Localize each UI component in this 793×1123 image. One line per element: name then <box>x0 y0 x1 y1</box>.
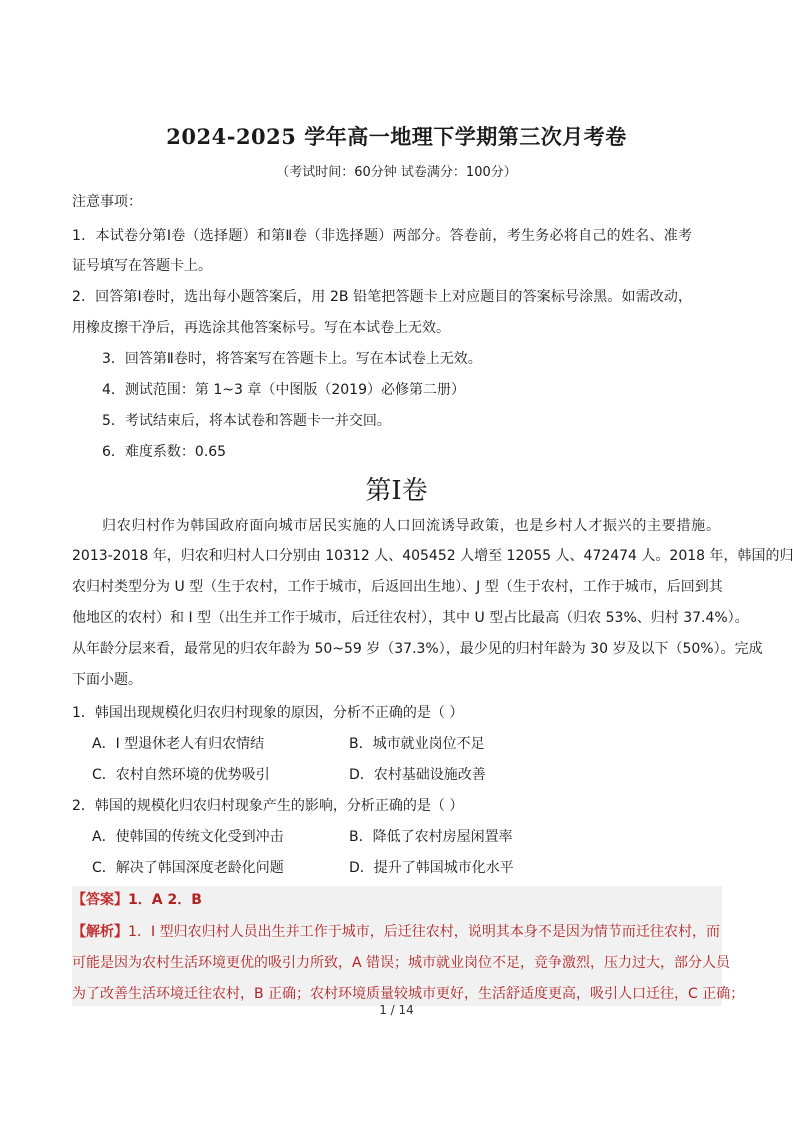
notice-line: 2．回答第Ⅰ卷时，选出每小题答案后，用 2B 铅笔把答题卡上对应题目的答案标号涂黑。如需改动， <box>72 289 692 305</box>
question-option: B．降低了农村房屋闲置率 <box>349 829 513 845</box>
passage-line: 从年龄分层来看，最常见的归农年龄为 50~59 岁（37.3%），最少见的归村年龄为 30 岁及以下（50%）。完成 <box>72 641 763 657</box>
question-option: D．提升了韩国城市化水平 <box>349 860 514 876</box>
page-number: 1 / 14 <box>379 1003 414 1017</box>
analysis-line <box>72 922 720 942</box>
notice-line: 5．考试结束后，将本试卷和答题卡一并交回。 <box>102 413 391 429</box>
volume-title: 第Ⅰ卷 <box>365 476 428 506</box>
answer-line <box>72 890 202 910</box>
answer-text: 1．A 2．B <box>128 892 202 908</box>
question-option: A．I 型退休老人有归农情结 <box>92 736 265 752</box>
notice-heading: 注意事项： <box>72 194 142 210</box>
question-option: B．城市就业岗位不足 <box>349 736 485 752</box>
passage-line: 归农归村作为韩国政府面向城市居民实施的人口回流诱导政策，也是乡村人才振兴的主要措施。 <box>102 518 720 534</box>
notice-line: 1．本试卷分第Ⅰ卷（选择题）和第Ⅱ卷（非选择题）两部分。答卷前，考生务必将自己的姓名、准考 <box>72 228 692 244</box>
notice-line: 证号填写在答题卡上。 <box>72 258 212 274</box>
question-option: C．解决了韩国深度老龄化问题 <box>92 860 284 876</box>
passage-line: 农归村类型分为 U 型（生于农村，工作于城市，后返回出生地）、J 型（生于农村，工作于城市，后回到其 <box>72 579 723 595</box>
exam-title: 2024-2025 学年高一地理下学期第三次月考卷 <box>166 124 627 149</box>
analysis-tag: 【解析】 <box>72 924 129 940</box>
question-stem: 2．韩国的规模化归农归村现象产生的影响，分析正确的是（ ） <box>72 798 464 814</box>
passage-line: 2013-2018 年，归农和归村人口分别由 10312 人、405452 人增至 12055 人、472474 人。2018 年，韩国的归 <box>72 548 793 564</box>
analysis-line: 为了改善生活环境迁往农村，B 正确；农村环境质量较城市更好，生活舒适度更高，吸引人口迁往，C 正确； <box>72 986 745 1002</box>
analysis-line: 可能是因为农村生活环境更优的吸引力所致，A 错误；城市就业岗位不足，竞争激烈，压力过大，部分人员 <box>72 955 731 971</box>
answer-tag: 【答案】 <box>72 892 128 908</box>
question-option: C．农村自然环境的优势吸引 <box>92 767 270 783</box>
notice-line: 3．回答第Ⅱ卷时，将答案写在答题卡上。写在本试卷上无效。 <box>102 351 482 367</box>
notice-line: 6．难度系数：0.65 <box>102 444 227 460</box>
analysis-text: 1．I 型归农归村人员出生并工作于城市，后迁往农村，说明其本身不是因为情节而迁往农村，而 <box>128 924 721 940</box>
notice-line: 用橡皮擦干净后，再选涂其他答案标号。写在本试卷上无效。 <box>72 320 450 336</box>
notice-line: 4．测试范围：第 1~3 章（中图版（2019）必修第二册） <box>102 382 465 398</box>
question-stem: 1．韩国出现规模化归农归村现象的原因，分析不正确的是（ ） <box>72 705 464 721</box>
passage-line: 下面小题。 <box>72 672 142 688</box>
question-option: D．农村基础设施改善 <box>349 767 486 783</box>
passage-line: 他地区的农村）和 I 型（出生并工作于城市，后迁往农村），其中 U 型占比最高（归农 53%、归村 37.4%）。 <box>72 610 749 626</box>
question-option: A．使韩国的传统文化受到冲击 <box>92 829 284 845</box>
exam-subtitle: （考试时间：60分钟 试卷满分：100分） <box>276 165 517 180</box>
